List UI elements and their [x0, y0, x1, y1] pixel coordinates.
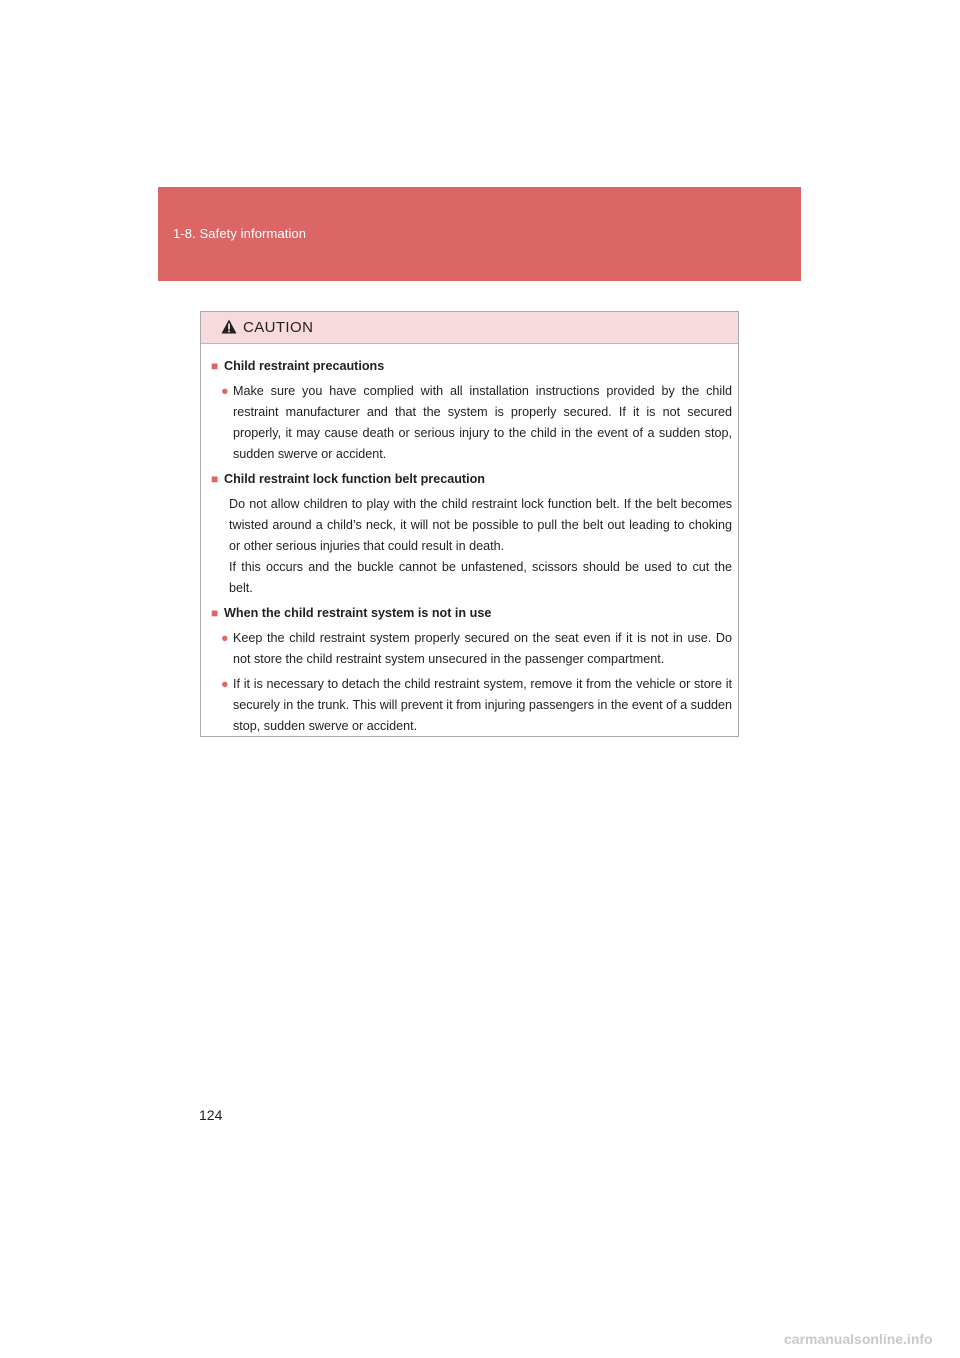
paragraph: Do not allow children to play with the child restraint lock function belt. If the belt becomes twisted around a child’s neck, it will not be possible to pull the belt out leading to choking or other serious injuries that could result in death.: [229, 497, 732, 553]
caution-header: [201, 312, 738, 344]
section-header-band: [158, 187, 801, 281]
watermark: carmanualsonline.info: [784, 1331, 933, 1347]
square-bullet-icon: ■: [211, 472, 219, 486]
section-heading-child-restraint-precautions: ■ Child restraint precautions: [211, 356, 732, 377]
warning-triangle-icon: [221, 319, 237, 334]
circle-bullet-icon: ●: [221, 384, 229, 398]
square-bullet-icon: ■: [211, 606, 219, 620]
circle-bullet-icon: ●: [221, 677, 229, 691]
list-item: ● Make sure you have complied with all installation instructions provided by the child restraint manufacturer and that the system is properly secured. If it is not secured properly, it may cause death or serious injury to the child in the event of a sudden stop, sudden swerve or accident.: [211, 381, 732, 465]
paragraph: If this occurs and the buckle cannot be unfastened, scissors should be used to cut the belt.: [229, 560, 732, 595]
square-bullet-icon: ■: [211, 359, 219, 373]
section-title: 1-8. Safety information: [173, 226, 307, 241]
page-number: 124: [199, 1107, 223, 1123]
list-item: ● If it is necessary to detach the child restraint system, remove it from the vehicle or store it securely in the trunk. This will prevent it from injuring passengers in the event of a sudden stop, sudden swerve or accident.: [211, 674, 732, 737]
list-item: ● Keep the child restraint system properly secured on the seat even if it is not in use. Do not store the child restraint system unsecured in the passenger compartment.: [211, 628, 732, 670]
section-heading-lock-function-belt: ■ Child restraint lock function belt precaution: [211, 469, 732, 490]
circle-bullet-icon: ●: [221, 631, 229, 645]
section-heading-not-in-use: ■ When the child restraint system is not in use: [211, 603, 732, 624]
caution-body: [201, 344, 738, 737]
caution-box: [200, 311, 739, 737]
caution-label: CAUTION: [243, 319, 314, 336]
